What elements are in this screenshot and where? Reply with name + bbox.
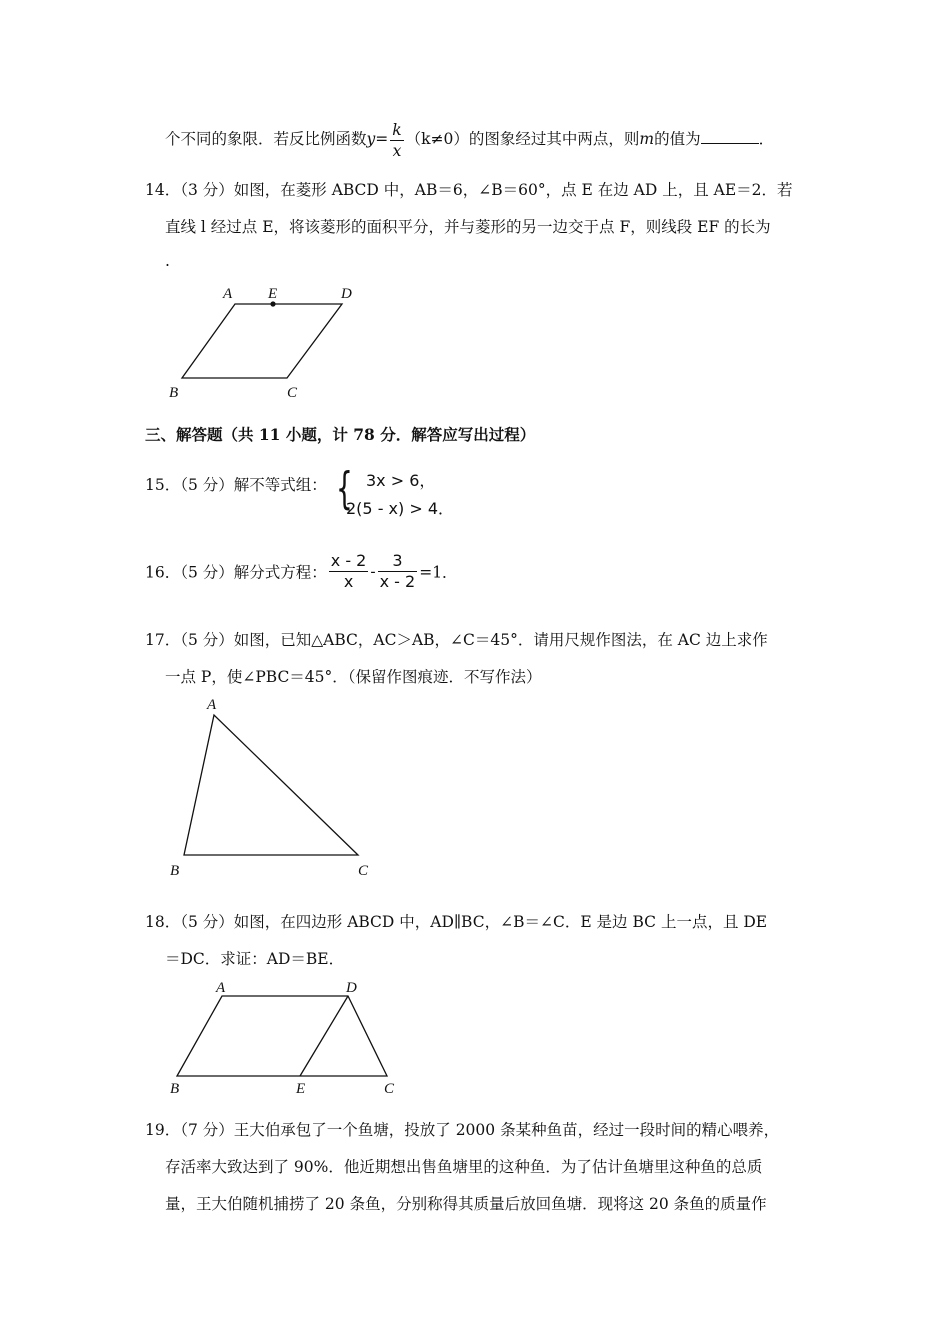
label-c: C	[287, 385, 298, 401]
q13-text-b: 的值为	[654, 130, 701, 148]
segment-de	[300, 996, 348, 1076]
q13-text-a: 个不同的象限．若反比例函数	[165, 130, 367, 148]
q16-f1-num: x - 2	[330, 551, 367, 570]
q18-line1: 18．（5 分）如图，在四边形 ABCD 中，AD∥BC，∠B＝∠C．E 是边 BC 上一点，且 DE	[145, 913, 768, 931]
q13-y-eq: y=	[366, 130, 389, 148]
label-b: B	[170, 863, 180, 879]
label-e: E	[268, 286, 278, 302]
q15-brace: {	[336, 463, 353, 514]
label-c: C	[358, 863, 369, 879]
q15-ineq1: 3x > 6，	[366, 471, 436, 490]
q19-line1: 19．（7 分）王大伯承包了一个鱼塘，投放了 2000 条某种鱼苗，经过一段时间的精心喂养，	[145, 1121, 780, 1139]
q17-line2: 一点 P，使∠PBC＝45°．（保留作图痕迹．不写作法）	[165, 668, 542, 686]
q13-frac-num: k	[392, 120, 402, 139]
q16-rhs: =1．	[419, 563, 458, 582]
label-e: E	[296, 1081, 306, 1097]
q16-fraction-1	[329, 551, 369, 592]
rhombus-figure	[160, 280, 370, 405]
rhombus-shape	[182, 304, 342, 378]
triangle-shape	[184, 715, 358, 855]
q14-line1: 14．（3 分）如图，在菱形 ABCD 中，AB＝6，∠B＝60°，点 E 在边 AD 上，且 AE＝2．若	[145, 181, 793, 199]
triangle-figure	[160, 695, 380, 885]
label-b: B	[170, 1081, 180, 1097]
q13-end: ．	[758, 130, 775, 148]
trapezoid-shape	[177, 996, 387, 1076]
q14-line3: .	[165, 252, 170, 270]
q13-condition: （k≠0）的图象经过其中两点，则	[405, 130, 640, 148]
q13-fraction	[390, 120, 403, 161]
label-d: D	[341, 286, 352, 302]
q13-line	[165, 118, 774, 161]
label-a: A	[207, 697, 217, 713]
q16-f1-den: x	[343, 572, 354, 591]
point-e-dot	[270, 301, 275, 306]
q13-frac-den: x	[392, 141, 402, 160]
q19-line3: 量，王大伯随机捕捞了 20 条鱼，分别称得其质量后放回鱼塘．现将这 20 条鱼的质量作	[165, 1195, 767, 1213]
label-a: A	[223, 286, 233, 302]
q15-prefix: 15．（5 分）解不等式组：	[145, 476, 327, 494]
q18-line2: ＝DC．求证：AD＝BE．	[165, 950, 345, 968]
quadrilateral-figure	[160, 975, 410, 1100]
q16-minus: -	[370, 562, 376, 581]
q16-line	[145, 551, 458, 592]
label-a: A	[216, 980, 226, 996]
q13-m: m	[639, 130, 655, 148]
q13-answer-blank[interactable]	[701, 129, 759, 144]
q16-fraction-2	[378, 551, 418, 592]
label-d: D	[346, 980, 357, 996]
q16-f2-num: 3	[378, 551, 418, 572]
q19-line2: 存活率大致达到了 90%．他近期想出售鱼塘里的这种鱼．为了估计鱼塘里这种鱼的总质	[165, 1158, 763, 1176]
label-b: B	[169, 385, 179, 401]
q15-ineq2: 2(5 - x) > 4．	[346, 499, 455, 518]
q17-line1: 17．（5 分）如图，已知△ABC，AC＞AB，∠C＝45°．请用尺规作图法，在 AC 边上求作	[145, 631, 768, 649]
q14-line2: 直线 l 经过点 E，将该菱形的面积平分，并与菱形的另一边交于点 F，则线段 EF 的长为	[165, 218, 771, 236]
label-c: C	[384, 1081, 395, 1097]
q16-f2-den: x - 2	[379, 572, 416, 591]
q16-prefix: 16．（5 分）解分式方程：	[145, 563, 327, 582]
section-3-title: 三、解答题（共 11 小题，计 78 分．解答应写出过程）	[145, 425, 536, 444]
